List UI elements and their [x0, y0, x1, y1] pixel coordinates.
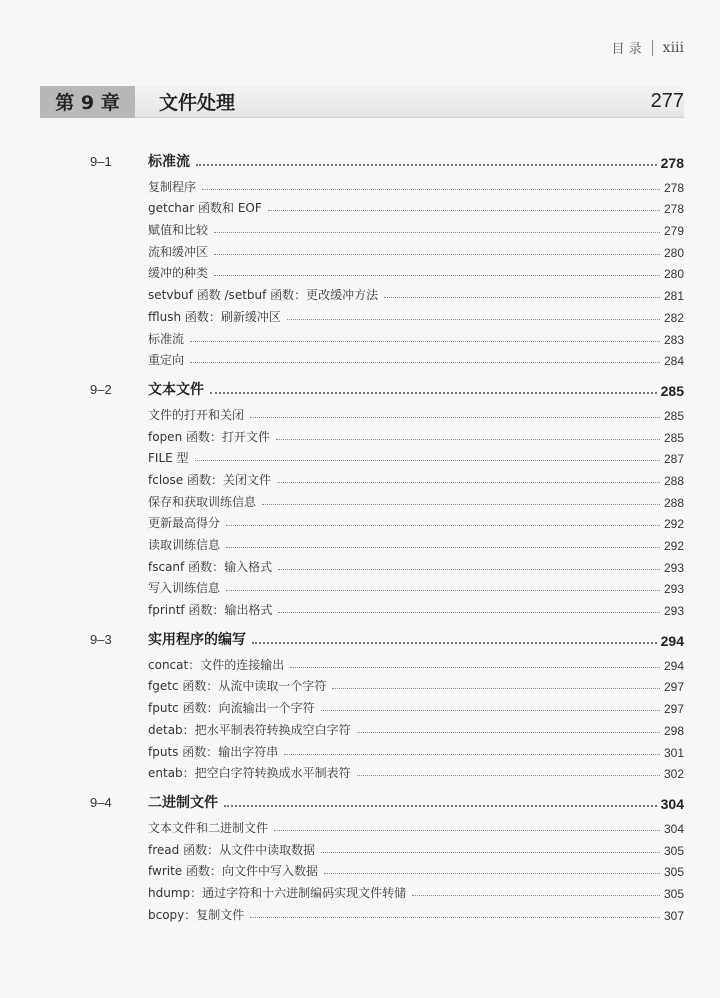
entry-page: 297 [663, 680, 684, 695]
toc-entry[interactable] [148, 423, 684, 445]
leader-dots [321, 710, 660, 711]
chapter-heading [40, 86, 684, 118]
toc-section [0, 791, 720, 922]
entry-page: 288 [663, 495, 684, 510]
leader-dots [278, 569, 660, 570]
entry-title: fscanf 函数：输入格式 [148, 559, 273, 574]
section-heading[interactable] [90, 378, 684, 400]
toc-entry[interactable] [148, 466, 684, 488]
entry-page: 280 [663, 245, 684, 260]
leader-dots [214, 275, 660, 276]
leader-dots [287, 319, 660, 320]
toc-entry[interactable] [148, 401, 684, 423]
toc-entry[interactable] [148, 694, 684, 716]
toc-entry[interactable] [148, 347, 684, 369]
leader-dots [274, 830, 660, 831]
section-number: 9–4 [90, 795, 112, 811]
entry-title: detab：把水平制表符转换成空白字符 [148, 722, 351, 737]
leader-dots [278, 612, 660, 613]
entry-title: fopen 函数：打开文件 [148, 429, 270, 444]
leader-dots [214, 232, 660, 233]
toc-entry[interactable] [148, 216, 684, 238]
section-title: 二进制文件 [148, 795, 218, 812]
toc-entry[interactable] [148, 858, 684, 880]
leader-dots [384, 297, 660, 298]
header-divider [652, 40, 653, 56]
entry-title: fgetc 函数：从流中读取一个字符 [148, 679, 327, 694]
entry-title: 保存和获取训练信息 [148, 494, 257, 509]
entry-title: 文件的打开和关闭 [148, 407, 245, 422]
toc-entry[interactable] [148, 260, 684, 282]
entry-page: 293 [663, 582, 684, 597]
entry-title: fflush 函数：刷新缓冲区 [148, 309, 281, 324]
toc-entry[interactable] [148, 575, 684, 597]
toc-entry[interactable] [148, 760, 684, 782]
entry-page: 297 [663, 702, 684, 717]
entry-title: concat：文件的连接输出 [148, 657, 285, 672]
entry-title: 写入训练信息 [148, 581, 221, 596]
entry-page: 304 [663, 821, 684, 836]
section-heading[interactable] [90, 628, 684, 650]
section-heading[interactable] [90, 150, 684, 171]
header-page-number: xiii [662, 39, 684, 56]
toc-entry[interactable] [148, 716, 684, 738]
entry-title: 流和缓冲区 [148, 244, 209, 259]
entry-page: 282 [663, 310, 684, 325]
entry-page: 292 [663, 517, 684, 532]
leader-dots [357, 732, 660, 733]
leader-dots [276, 439, 660, 440]
toc-section [0, 150, 720, 368]
toc-entry[interactable] [148, 531, 684, 553]
leader-dots [226, 547, 660, 548]
entry-title: fclose 函数：关闭文件 [148, 472, 271, 487]
entry-page: 278 [663, 180, 684, 195]
entry-title: 读取训练信息 [148, 538, 221, 552]
toc-entry[interactable] [148, 738, 684, 760]
entry-title: fwrite 函数：向文件中写入数据 [148, 864, 318, 879]
section-number: 9–1 [90, 154, 112, 169]
entry-page: 293 [663, 604, 684, 619]
toc-section [0, 378, 720, 618]
chapter-title: 文件处理 [159, 92, 236, 114]
entry-page: 305 [663, 886, 684, 901]
entry-page: 305 [663, 843, 684, 858]
leader-dots [332, 688, 660, 689]
entry-title: fread 函数：从文件中读取数据 [148, 842, 316, 857]
toc-entry[interactable] [148, 814, 684, 836]
running-header [612, 38, 684, 57]
toc-entry[interactable] [148, 651, 684, 673]
leader-dots [250, 917, 660, 918]
leader-dots [226, 525, 660, 526]
toc-entry[interactable] [148, 195, 684, 217]
entry-title: 复制程序 [148, 179, 197, 194]
entry-title: setvbuf 函数 /setbuf 函数：更改缓冲方法 [148, 288, 379, 303]
entry-page: 302 [663, 767, 684, 782]
leader-dots [202, 189, 660, 190]
entry-title: hdump：通过字符和十六进制编码实现文件转储 [148, 885, 407, 900]
chapter-page: 277 [650, 90, 684, 112]
toc-entry[interactable] [148, 281, 684, 303]
entry-page: 288 [663, 473, 684, 488]
section-number: 9–3 [90, 632, 112, 648]
leader-dots [250, 417, 660, 418]
entry-page: 298 [663, 723, 684, 738]
entry-page: 280 [663, 267, 684, 282]
section-number: 9–2 [90, 382, 112, 398]
leader-dots [252, 642, 657, 644]
section-page: 285 [660, 383, 684, 400]
leader-dots [290, 667, 660, 668]
toc-entry[interactable] [148, 553, 684, 575]
entry-title: 缓冲的种类 [148, 266, 209, 281]
toc-entry[interactable] [148, 596, 684, 618]
entry-page: 281 [663, 289, 684, 304]
entry-title: 重定向 [148, 353, 185, 368]
entry-page: 283 [663, 332, 684, 347]
toc-entry[interactable] [148, 673, 684, 695]
entry-title: 更新最高得分 [148, 516, 221, 531]
entry-title: 赋值和比较 [148, 223, 209, 238]
section-page: 294 [660, 633, 684, 650]
entry-page: 284 [663, 354, 684, 369]
section-page: 278 [660, 155, 684, 171]
leader-dots [262, 504, 660, 505]
entry-title: FILE 型 [148, 451, 189, 466]
toc-entry[interactable] [148, 173, 684, 195]
entry-page: 292 [663, 539, 684, 553]
section-page: 304 [660, 796, 684, 813]
entry-page: 287 [663, 452, 684, 467]
section-title: 标准流 [148, 154, 190, 170]
toc-entry[interactable] [148, 488, 684, 510]
leader-dots [190, 341, 660, 342]
entry-page: 293 [663, 560, 684, 575]
toc-entry[interactable] [148, 836, 684, 858]
entry-title: fprintf 函数：输出格式 [148, 603, 273, 618]
leader-dots [321, 852, 660, 853]
entry-title: entab：把空白字符转换成水平制表符 [148, 766, 351, 781]
toc-entry[interactable] [148, 325, 684, 347]
toc-entry[interactable] [148, 238, 684, 260]
leader-dots [357, 775, 660, 776]
toc-entry[interactable] [148, 445, 684, 467]
section-title: 实用程序的编写 [148, 632, 246, 649]
entry-title: fputc 函数：向流输出一个字符 [148, 701, 315, 716]
entry-page: 279 [663, 224, 684, 239]
leader-dots [195, 460, 660, 461]
toc-entry[interactable] [148, 510, 684, 532]
entry-title: 标准流 [148, 331, 185, 346]
entry-page: 294 [663, 658, 684, 673]
leader-dots [196, 164, 657, 166]
entry-page: 278 [663, 202, 684, 217]
header-label: 目 录 [611, 42, 642, 57]
toc-entry[interactable] [148, 879, 684, 901]
entry-title: bcopy：复制文件 [148, 907, 245, 922]
entry-title: getchar 函数和 EOF [148, 201, 262, 216]
leader-dots [210, 392, 657, 394]
toc-entry[interactable] [148, 303, 684, 325]
leader-dots [324, 873, 660, 874]
entry-page: 305 [663, 865, 684, 880]
entry-title: 文本文件和二进制文件 [148, 820, 269, 835]
leader-dots [224, 805, 657, 807]
entry-page: 301 [663, 745, 684, 760]
leader-dots [412, 895, 660, 896]
chapter-number: 第 9 章 [40, 86, 135, 118]
entry-title: fputs 函数：输出字符串 [148, 744, 279, 759]
leader-dots [277, 482, 660, 483]
toc-entry[interactable] [148, 901, 684, 923]
entry-page: 307 [663, 908, 684, 923]
toc-section [0, 628, 720, 781]
leader-dots [284, 754, 660, 755]
entry-page: 285 [663, 408, 684, 423]
section-heading[interactable] [90, 791, 684, 813]
leader-dots [268, 210, 660, 211]
table-of-contents [0, 150, 720, 933]
leader-dots [226, 590, 660, 591]
section-title: 文本文件 [148, 382, 204, 399]
entry-page: 285 [663, 430, 684, 445]
leader-dots [214, 254, 660, 255]
leader-dots [190, 362, 660, 363]
